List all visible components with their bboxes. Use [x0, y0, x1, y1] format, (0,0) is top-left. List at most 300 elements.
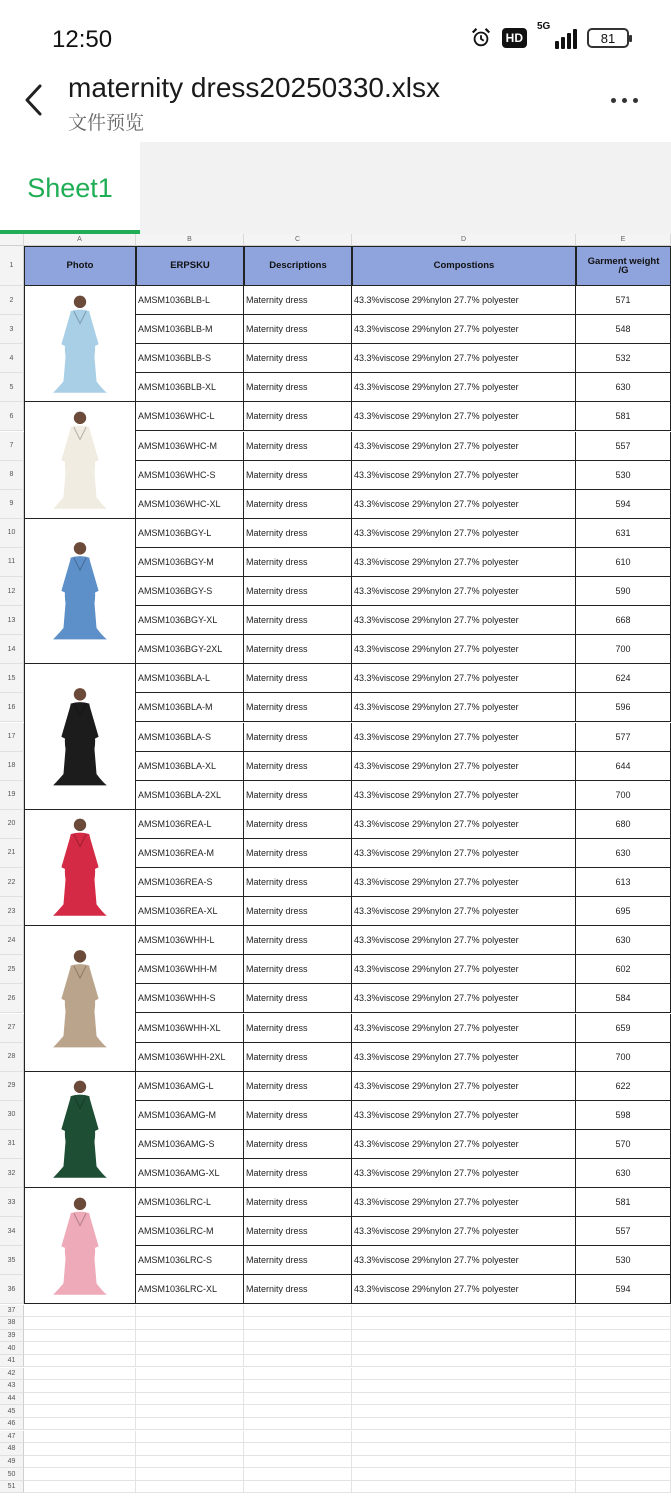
- row-number[interactable]: 24: [0, 926, 24, 955]
- empty-cell[interactable]: [136, 1481, 244, 1494]
- sku-cell[interactable]: AMSM1036LRC-S: [136, 1246, 244, 1275]
- empty-cell[interactable]: [24, 1418, 136, 1431]
- header-photo[interactable]: Photo: [24, 246, 136, 286]
- sku-cell[interactable]: AMSM1036LRC-L: [136, 1188, 244, 1217]
- weight-cell[interactable]: 596: [576, 693, 671, 722]
- row-number[interactable]: 48: [0, 1443, 24, 1456]
- empty-cell[interactable]: [352, 1418, 576, 1431]
- weight-cell[interactable]: 680: [576, 810, 671, 839]
- weight-cell[interactable]: 581: [576, 402, 671, 431]
- empty-cell[interactable]: [136, 1431, 244, 1444]
- row-number[interactable]: 28: [0, 1043, 24, 1072]
- empty-cell[interactable]: [576, 1456, 671, 1469]
- sku-cell[interactable]: AMSM1036BLB-XL: [136, 373, 244, 402]
- composition-cell[interactable]: 43.3%viscose 29%nylon 27.7% polyester: [352, 286, 576, 315]
- dress-photo-icon: [49, 291, 111, 397]
- sku-cell[interactable]: AMSM1036WHC-XL: [136, 490, 244, 519]
- description-cell[interactable]: Maternity dress: [244, 781, 352, 810]
- description-cell[interactable]: Maternity dress: [244, 1217, 352, 1246]
- sku-cell[interactable]: AMSM1036WHH-XL: [136, 1014, 244, 1043]
- weight-cell[interactable]: 624: [576, 664, 671, 693]
- sku-cell[interactable]: AMSM1036BGY-S: [136, 577, 244, 606]
- composition-cell[interactable]: 43.3%viscose 29%nylon 27.7% polyester: [352, 548, 576, 577]
- sku-cell[interactable]: AMSM1036WHC-M: [136, 432, 244, 461]
- empty-cell[interactable]: [244, 1393, 352, 1406]
- description-cell[interactable]: Maternity dress: [244, 868, 352, 897]
- weight-cell[interactable]: 630: [576, 926, 671, 955]
- description-cell[interactable]: Maternity dress: [244, 926, 352, 955]
- row-number[interactable]: 11: [0, 548, 24, 577]
- empty-cell[interactable]: [352, 1405, 576, 1418]
- empty-cell[interactable]: [136, 1456, 244, 1469]
- header-compostions[interactable]: Compostions: [352, 246, 576, 286]
- weight-cell[interactable]: 530: [576, 1246, 671, 1275]
- row-number[interactable]: 30: [0, 1101, 24, 1130]
- row-number[interactable]: 9: [0, 490, 24, 519]
- empty-cell[interactable]: [576, 1330, 671, 1343]
- row-number[interactable]: 18: [0, 752, 24, 781]
- sku-cell[interactable]: AMSM1036BGY-M: [136, 548, 244, 577]
- row-number[interactable]: 42: [0, 1368, 24, 1381]
- composition-cell[interactable]: 43.3%viscose 29%nylon 27.7% polyester: [352, 373, 576, 402]
- sku-cell[interactable]: AMSM1036WHH-L: [136, 926, 244, 955]
- empty-cell[interactable]: [576, 1443, 671, 1456]
- empty-cell[interactable]: [352, 1468, 576, 1481]
- empty-cell[interactable]: [136, 1418, 244, 1431]
- empty-cell[interactable]: [24, 1355, 136, 1368]
- row-number[interactable]: 45: [0, 1405, 24, 1418]
- empty-cell[interactable]: [136, 1342, 244, 1355]
- description-cell[interactable]: Maternity dress: [244, 606, 352, 635]
- row-number[interactable]: 25: [0, 955, 24, 984]
- empty-cell[interactable]: [352, 1380, 576, 1393]
- empty-cell[interactable]: [244, 1368, 352, 1381]
- header-erpsku[interactable]: ERPSKU: [136, 246, 244, 286]
- weight-cell[interactable]: 594: [576, 1275, 671, 1304]
- weight-cell[interactable]: 622: [576, 1072, 671, 1101]
- photo-cell[interactable]: [24, 810, 136, 926]
- composition-cell[interactable]: 43.3%viscose 29%nylon 27.7% polyester: [352, 315, 576, 344]
- back-button[interactable]: [18, 78, 52, 122]
- weight-cell[interactable]: 613: [576, 868, 671, 897]
- row-number[interactable]: 35: [0, 1246, 24, 1275]
- weight-cell[interactable]: 631: [576, 519, 671, 548]
- empty-cell[interactable]: [24, 1305, 136, 1318]
- description-cell[interactable]: Maternity dress: [244, 839, 352, 868]
- cellular-signal-icon: [537, 21, 577, 49]
- composition-cell[interactable]: 43.3%viscose 29%nylon 27.7% polyester: [352, 461, 576, 490]
- composition-cell[interactable]: 43.3%viscose 29%nylon 27.7% polyester: [352, 955, 576, 984]
- weight-cell[interactable]: 644: [576, 752, 671, 781]
- row-number[interactable]: 1: [0, 246, 24, 286]
- empty-cell[interactable]: [244, 1431, 352, 1444]
- empty-cell[interactable]: [352, 1355, 576, 1368]
- composition-cell[interactable]: 43.3%viscose 29%nylon 27.7% polyester: [352, 810, 576, 839]
- empty-cell[interactable]: [24, 1330, 136, 1343]
- sku-cell[interactable]: AMSM1036BLA-S: [136, 723, 244, 752]
- empty-cell[interactable]: [352, 1342, 576, 1355]
- sku-cell[interactable]: AMSM1036REA-L: [136, 810, 244, 839]
- empty-cell[interactable]: [24, 1368, 136, 1381]
- weight-cell[interactable]: 577: [576, 723, 671, 752]
- row-number[interactable]: 51: [0, 1481, 24, 1494]
- empty-cell[interactable]: [136, 1330, 244, 1343]
- empty-cell[interactable]: [24, 1481, 136, 1494]
- more-options-button[interactable]: [607, 88, 641, 112]
- empty-cell[interactable]: [136, 1468, 244, 1481]
- row-number[interactable]: 15: [0, 664, 24, 693]
- empty-cell[interactable]: [352, 1443, 576, 1456]
- empty-cell[interactable]: [244, 1330, 352, 1343]
- weight-cell[interactable]: 590: [576, 577, 671, 606]
- description-cell[interactable]: Maternity dress: [244, 1159, 352, 1188]
- composition-cell[interactable]: 43.3%viscose 29%nylon 27.7% polyester: [352, 490, 576, 519]
- empty-cell[interactable]: [24, 1443, 136, 1456]
- empty-cell[interactable]: [576, 1405, 671, 1418]
- sku-cell[interactable]: AMSM1036WHC-S: [136, 461, 244, 490]
- row-number[interactable]: 26: [0, 984, 24, 1013]
- description-cell[interactable]: Maternity dress: [244, 810, 352, 839]
- composition-cell[interactable]: 43.3%viscose 29%nylon 27.7% polyester: [352, 1101, 576, 1130]
- composition-cell[interactable]: 43.3%viscose 29%nylon 27.7% polyester: [352, 781, 576, 810]
- empty-cell[interactable]: [244, 1342, 352, 1355]
- header-garment-weight[interactable]: Garment weight /G: [576, 246, 671, 286]
- description-cell[interactable]: Maternity dress: [244, 1188, 352, 1217]
- row-number[interactable]: 50: [0, 1468, 24, 1481]
- composition-cell[interactable]: 43.3%viscose 29%nylon 27.7% polyester: [352, 897, 576, 926]
- row-number[interactable]: 16: [0, 693, 24, 722]
- photo-cell[interactable]: [24, 1188, 136, 1304]
- sku-cell[interactable]: AMSM1036LRC-M: [136, 1217, 244, 1246]
- weight-cell[interactable]: 570: [576, 1130, 671, 1159]
- description-cell[interactable]: Maternity dress: [244, 315, 352, 344]
- description-cell[interactable]: Maternity dress: [244, 635, 352, 664]
- composition-cell[interactable]: 43.3%viscose 29%nylon 27.7% polyester: [352, 519, 576, 548]
- composition-cell[interactable]: 43.3%viscose 29%nylon 27.7% polyester: [352, 1159, 576, 1188]
- weight-cell[interactable]: 630: [576, 373, 671, 402]
- description-cell[interactable]: Maternity dress: [244, 723, 352, 752]
- sku-cell[interactable]: AMSM1036BLB-S: [136, 344, 244, 373]
- empty-cell[interactable]: [244, 1380, 352, 1393]
- battery-icon: [587, 28, 629, 48]
- column-letter-c[interactable]: C: [244, 234, 352, 246]
- sku-cell[interactable]: AMSM1036BGY-L: [136, 519, 244, 548]
- empty-cell[interactable]: [576, 1418, 671, 1431]
- spreadsheet-grid[interactable]: [0, 234, 671, 1500]
- row-number[interactable]: 29: [0, 1072, 24, 1101]
- row-number[interactable]: 37: [0, 1305, 24, 1318]
- composition-cell[interactable]: 43.3%viscose 29%nylon 27.7% polyester: [352, 606, 576, 635]
- more-dot-icon: [622, 98, 627, 103]
- row-number[interactable]: 39: [0, 1330, 24, 1343]
- tab-sheet1[interactable]: [0, 142, 140, 234]
- empty-cell[interactable]: [136, 1405, 244, 1418]
- photo-cell[interactable]: [24, 286, 136, 402]
- empty-cell[interactable]: [576, 1380, 671, 1393]
- column-letter-b[interactable]: B: [136, 234, 244, 246]
- weight-cell[interactable]: 530: [576, 461, 671, 490]
- description-cell[interactable]: Maternity dress: [244, 1246, 352, 1275]
- row-number[interactable]: 36: [0, 1275, 24, 1304]
- composition-cell[interactable]: 43.3%viscose 29%nylon 27.7% polyester: [352, 1246, 576, 1275]
- empty-cell[interactable]: [576, 1317, 671, 1330]
- empty-cell[interactable]: [244, 1468, 352, 1481]
- composition-cell[interactable]: 43.3%viscose 29%nylon 27.7% polyester: [352, 693, 576, 722]
- row-number[interactable]: 6: [0, 402, 24, 431]
- weight-cell[interactable]: 630: [576, 1159, 671, 1188]
- description-cell[interactable]: Maternity dress: [244, 1130, 352, 1159]
- empty-cell[interactable]: [24, 1405, 136, 1418]
- photo-cell[interactable]: [24, 1072, 136, 1188]
- empty-cell[interactable]: [244, 1481, 352, 1494]
- row-number[interactable]: 20: [0, 810, 24, 839]
- composition-cell[interactable]: 43.3%viscose 29%nylon 27.7% polyester: [352, 1217, 576, 1246]
- description-cell[interactable]: Maternity dress: [244, 344, 352, 373]
- column-letter-e[interactable]: E: [576, 234, 671, 246]
- empty-cell[interactable]: [24, 1380, 136, 1393]
- empty-cell[interactable]: [244, 1418, 352, 1431]
- sku-cell[interactable]: AMSM1036WHH-M: [136, 955, 244, 984]
- empty-cell[interactable]: [24, 1317, 136, 1330]
- description-cell[interactable]: Maternity dress: [244, 432, 352, 461]
- description-cell[interactable]: Maternity dress: [244, 1072, 352, 1101]
- empty-cell[interactable]: [352, 1431, 576, 1444]
- sku-cell[interactable]: AMSM1036REA-M: [136, 839, 244, 868]
- description-cell[interactable]: Maternity dress: [244, 461, 352, 490]
- sheet-tab-bar: [0, 142, 671, 234]
- sku-cell[interactable]: AMSM1036WHC-L: [136, 402, 244, 431]
- sku-cell[interactable]: AMSM1036BLB-L: [136, 286, 244, 315]
- description-cell[interactable]: Maternity dress: [244, 693, 352, 722]
- composition-cell[interactable]: 43.3%viscose 29%nylon 27.7% polyester: [352, 635, 576, 664]
- sku-cell[interactable]: AMSM1036BLA-M: [136, 693, 244, 722]
- row-number[interactable]: 33: [0, 1188, 24, 1217]
- dress-photo-icon: [49, 814, 111, 920]
- description-cell[interactable]: Maternity dress: [244, 577, 352, 606]
- empty-cell[interactable]: [352, 1393, 576, 1406]
- composition-cell[interactable]: 43.3%viscose 29%nylon 27.7% polyester: [352, 1014, 576, 1043]
- empty-cell[interactable]: [24, 1342, 136, 1355]
- weight-cell[interactable]: 700: [576, 1043, 671, 1072]
- empty-cell[interactable]: [576, 1305, 671, 1318]
- sku-cell[interactable]: AMSM1036AMG-S: [136, 1130, 244, 1159]
- weight-cell[interactable]: 610: [576, 548, 671, 577]
- empty-cell[interactable]: [24, 1468, 136, 1481]
- row-number[interactable]: 21: [0, 839, 24, 868]
- description-cell[interactable]: Maternity dress: [244, 1014, 352, 1043]
- empty-cell[interactable]: [352, 1317, 576, 1330]
- sku-cell[interactable]: AMSM1036BLA-L: [136, 664, 244, 693]
- weight-cell[interactable]: 602: [576, 955, 671, 984]
- sku-cell[interactable]: AMSM1036BLA-XL: [136, 752, 244, 781]
- empty-cell[interactable]: [244, 1443, 352, 1456]
- row-number[interactable]: 34: [0, 1217, 24, 1246]
- description-cell[interactable]: Maternity dress: [244, 490, 352, 519]
- empty-cell[interactable]: [576, 1368, 671, 1381]
- empty-cell[interactable]: [136, 1317, 244, 1330]
- weight-cell[interactable]: 532: [576, 344, 671, 373]
- empty-cell[interactable]: [244, 1317, 352, 1330]
- sku-cell[interactable]: AMSM1036REA-XL: [136, 897, 244, 926]
- header-descriptions[interactable]: Descriptions: [244, 246, 352, 286]
- sku-cell[interactable]: AMSM1036WHH-2XL: [136, 1043, 244, 1072]
- photo-cell[interactable]: [24, 402, 136, 518]
- weight-cell[interactable]: 584: [576, 984, 671, 1013]
- sku-cell[interactable]: AMSM1036AMG-M: [136, 1101, 244, 1130]
- column-letter-d[interactable]: D: [352, 234, 576, 246]
- empty-cell[interactable]: [352, 1330, 576, 1343]
- row-number[interactable]: 14: [0, 635, 24, 664]
- weight-cell[interactable]: 548: [576, 315, 671, 344]
- weight-cell[interactable]: 594: [576, 490, 671, 519]
- weight-cell[interactable]: 668: [576, 606, 671, 635]
- composition-cell[interactable]: 43.3%viscose 29%nylon 27.7% polyester: [352, 984, 576, 1013]
- empty-cell[interactable]: [136, 1393, 244, 1406]
- composition-cell[interactable]: 43.3%viscose 29%nylon 27.7% polyester: [352, 723, 576, 752]
- empty-cell[interactable]: [352, 1305, 576, 1318]
- hd-badge: HD: [502, 28, 527, 48]
- empty-cell[interactable]: [24, 1431, 136, 1444]
- composition-cell[interactable]: 43.3%viscose 29%nylon 27.7% polyester: [352, 664, 576, 693]
- row-number[interactable]: 38: [0, 1317, 24, 1330]
- composition-cell[interactable]: 43.3%viscose 29%nylon 27.7% polyester: [352, 577, 576, 606]
- weight-cell[interactable]: 557: [576, 1217, 671, 1246]
- sku-cell[interactable]: AMSM1036BLA-2XL: [136, 781, 244, 810]
- row-number[interactable]: 23: [0, 897, 24, 926]
- empty-cell[interactable]: [576, 1468, 671, 1481]
- description-cell[interactable]: Maternity dress: [244, 752, 352, 781]
- description-cell[interactable]: Maternity dress: [244, 984, 352, 1013]
- composition-cell[interactable]: 43.3%viscose 29%nylon 27.7% polyester: [352, 1188, 576, 1217]
- weight-cell[interactable]: 700: [576, 635, 671, 664]
- empty-cell[interactable]: [24, 1456, 136, 1469]
- row-number[interactable]: 46: [0, 1418, 24, 1431]
- row-number[interactable]: 19: [0, 781, 24, 810]
- description-cell[interactable]: Maternity dress: [244, 955, 352, 984]
- composition-cell[interactable]: 43.3%viscose 29%nylon 27.7% polyester: [352, 1275, 576, 1304]
- row-number[interactable]: 22: [0, 868, 24, 897]
- composition-cell[interactable]: 43.3%viscose 29%nylon 27.7% polyester: [352, 344, 576, 373]
- weight-cell[interactable]: 659: [576, 1014, 671, 1043]
- row-number[interactable]: 40: [0, 1342, 24, 1355]
- row-number[interactable]: 8: [0, 461, 24, 490]
- weight-cell[interactable]: 598: [576, 1101, 671, 1130]
- composition-cell[interactable]: 43.3%viscose 29%nylon 27.7% polyester: [352, 1043, 576, 1072]
- empty-cell[interactable]: [244, 1456, 352, 1469]
- description-cell[interactable]: Maternity dress: [244, 373, 352, 402]
- composition-cell[interactable]: 43.3%viscose 29%nylon 27.7% polyester: [352, 1130, 576, 1159]
- row-number[interactable]: 47: [0, 1431, 24, 1444]
- sku-cell[interactable]: AMSM1036AMG-L: [136, 1072, 244, 1101]
- sku-cell[interactable]: AMSM1036WHH-S: [136, 984, 244, 1013]
- dress-photo-icon: [49, 523, 111, 659]
- column-letter-a[interactable]: A: [24, 234, 136, 246]
- empty-cell[interactable]: [244, 1405, 352, 1418]
- weight-cell[interactable]: 700: [576, 781, 671, 810]
- composition-cell[interactable]: 43.3%viscose 29%nylon 27.7% polyester: [352, 839, 576, 868]
- weight-cell[interactable]: 571: [576, 286, 671, 315]
- empty-cell[interactable]: [576, 1393, 671, 1406]
- row-number[interactable]: 4: [0, 344, 24, 373]
- description-cell[interactable]: Maternity dress: [244, 664, 352, 693]
- empty-cell[interactable]: [244, 1305, 352, 1318]
- status-icons: [470, 21, 629, 49]
- row-number[interactable]: 5: [0, 373, 24, 402]
- empty-cell[interactable]: [244, 1355, 352, 1368]
- row-number[interactable]: 41: [0, 1355, 24, 1368]
- row-number[interactable]: 10: [0, 519, 24, 548]
- empty-cell[interactable]: [136, 1355, 244, 1368]
- row-number[interactable]: 49: [0, 1456, 24, 1469]
- row-number[interactable]: 32: [0, 1159, 24, 1188]
- description-cell[interactable]: Maternity dress: [244, 519, 352, 548]
- composition-cell[interactable]: 43.3%viscose 29%nylon 27.7% polyester: [352, 926, 576, 955]
- sku-cell[interactable]: AMSM1036BGY-2XL: [136, 635, 244, 664]
- empty-cell[interactable]: [352, 1481, 576, 1494]
- empty-cell[interactable]: [352, 1368, 576, 1381]
- description-cell[interactable]: Maternity dress: [244, 286, 352, 315]
- description-cell[interactable]: Maternity dress: [244, 1275, 352, 1304]
- photo-cell[interactable]: [24, 519, 136, 665]
- composition-cell[interactable]: 43.3%viscose 29%nylon 27.7% polyester: [352, 752, 576, 781]
- empty-cell[interactable]: [576, 1481, 671, 1494]
- dress-photo-icon: [49, 931, 111, 1067]
- empty-cell[interactable]: [136, 1443, 244, 1456]
- sku-cell[interactable]: AMSM1036AMG-XL: [136, 1159, 244, 1188]
- description-cell[interactable]: Maternity dress: [244, 897, 352, 926]
- more-dot-icon: [611, 98, 616, 103]
- empty-cell[interactable]: [136, 1305, 244, 1318]
- weight-cell[interactable]: 557: [576, 432, 671, 461]
- composition-cell[interactable]: 43.3%viscose 29%nylon 27.7% polyester: [352, 432, 576, 461]
- row-number[interactable]: 7: [0, 432, 24, 461]
- row-number[interactable]: 3: [0, 315, 24, 344]
- row-number[interactable]: 31: [0, 1130, 24, 1159]
- sku-cell[interactable]: AMSM1036REA-S: [136, 868, 244, 897]
- row-number[interactable]: 12: [0, 577, 24, 606]
- empty-cell[interactable]: [136, 1368, 244, 1381]
- weight-cell[interactable]: 581: [576, 1188, 671, 1217]
- row-number[interactable]: 44: [0, 1393, 24, 1406]
- photo-cell[interactable]: [24, 664, 136, 810]
- composition-cell[interactable]: 43.3%viscose 29%nylon 27.7% polyester: [352, 1072, 576, 1101]
- description-cell[interactable]: Maternity dress: [244, 402, 352, 431]
- composition-cell[interactable]: 43.3%viscose 29%nylon 27.7% polyester: [352, 402, 576, 431]
- empty-cell[interactable]: [136, 1380, 244, 1393]
- weight-cell[interactable]: 630: [576, 839, 671, 868]
- description-cell[interactable]: Maternity dress: [244, 1101, 352, 1130]
- description-cell[interactable]: Maternity dress: [244, 1043, 352, 1072]
- empty-cell[interactable]: [24, 1393, 136, 1406]
- composition-cell[interactable]: 43.3%viscose 29%nylon 27.7% polyester: [352, 868, 576, 897]
- row-number[interactable]: 27: [0, 1014, 24, 1043]
- row-number[interactable]: 43: [0, 1380, 24, 1393]
- row-number[interactable]: 17: [0, 723, 24, 752]
- empty-cell[interactable]: [352, 1456, 576, 1469]
- row-number[interactable]: 2: [0, 286, 24, 315]
- weight-cell[interactable]: 695: [576, 897, 671, 926]
- sku-cell[interactable]: AMSM1036BGY-XL: [136, 606, 244, 635]
- empty-cell[interactable]: [576, 1342, 671, 1355]
- sku-cell[interactable]: AMSM1036LRC-XL: [136, 1275, 244, 1304]
- empty-cell[interactable]: [576, 1431, 671, 1444]
- corner-cell: [0, 234, 24, 246]
- row-number[interactable]: 13: [0, 606, 24, 635]
- photo-cell[interactable]: [24, 926, 136, 1072]
- empty-cell[interactable]: [576, 1355, 671, 1368]
- sku-cell[interactable]: AMSM1036BLB-M: [136, 315, 244, 344]
- description-cell[interactable]: Maternity dress: [244, 548, 352, 577]
